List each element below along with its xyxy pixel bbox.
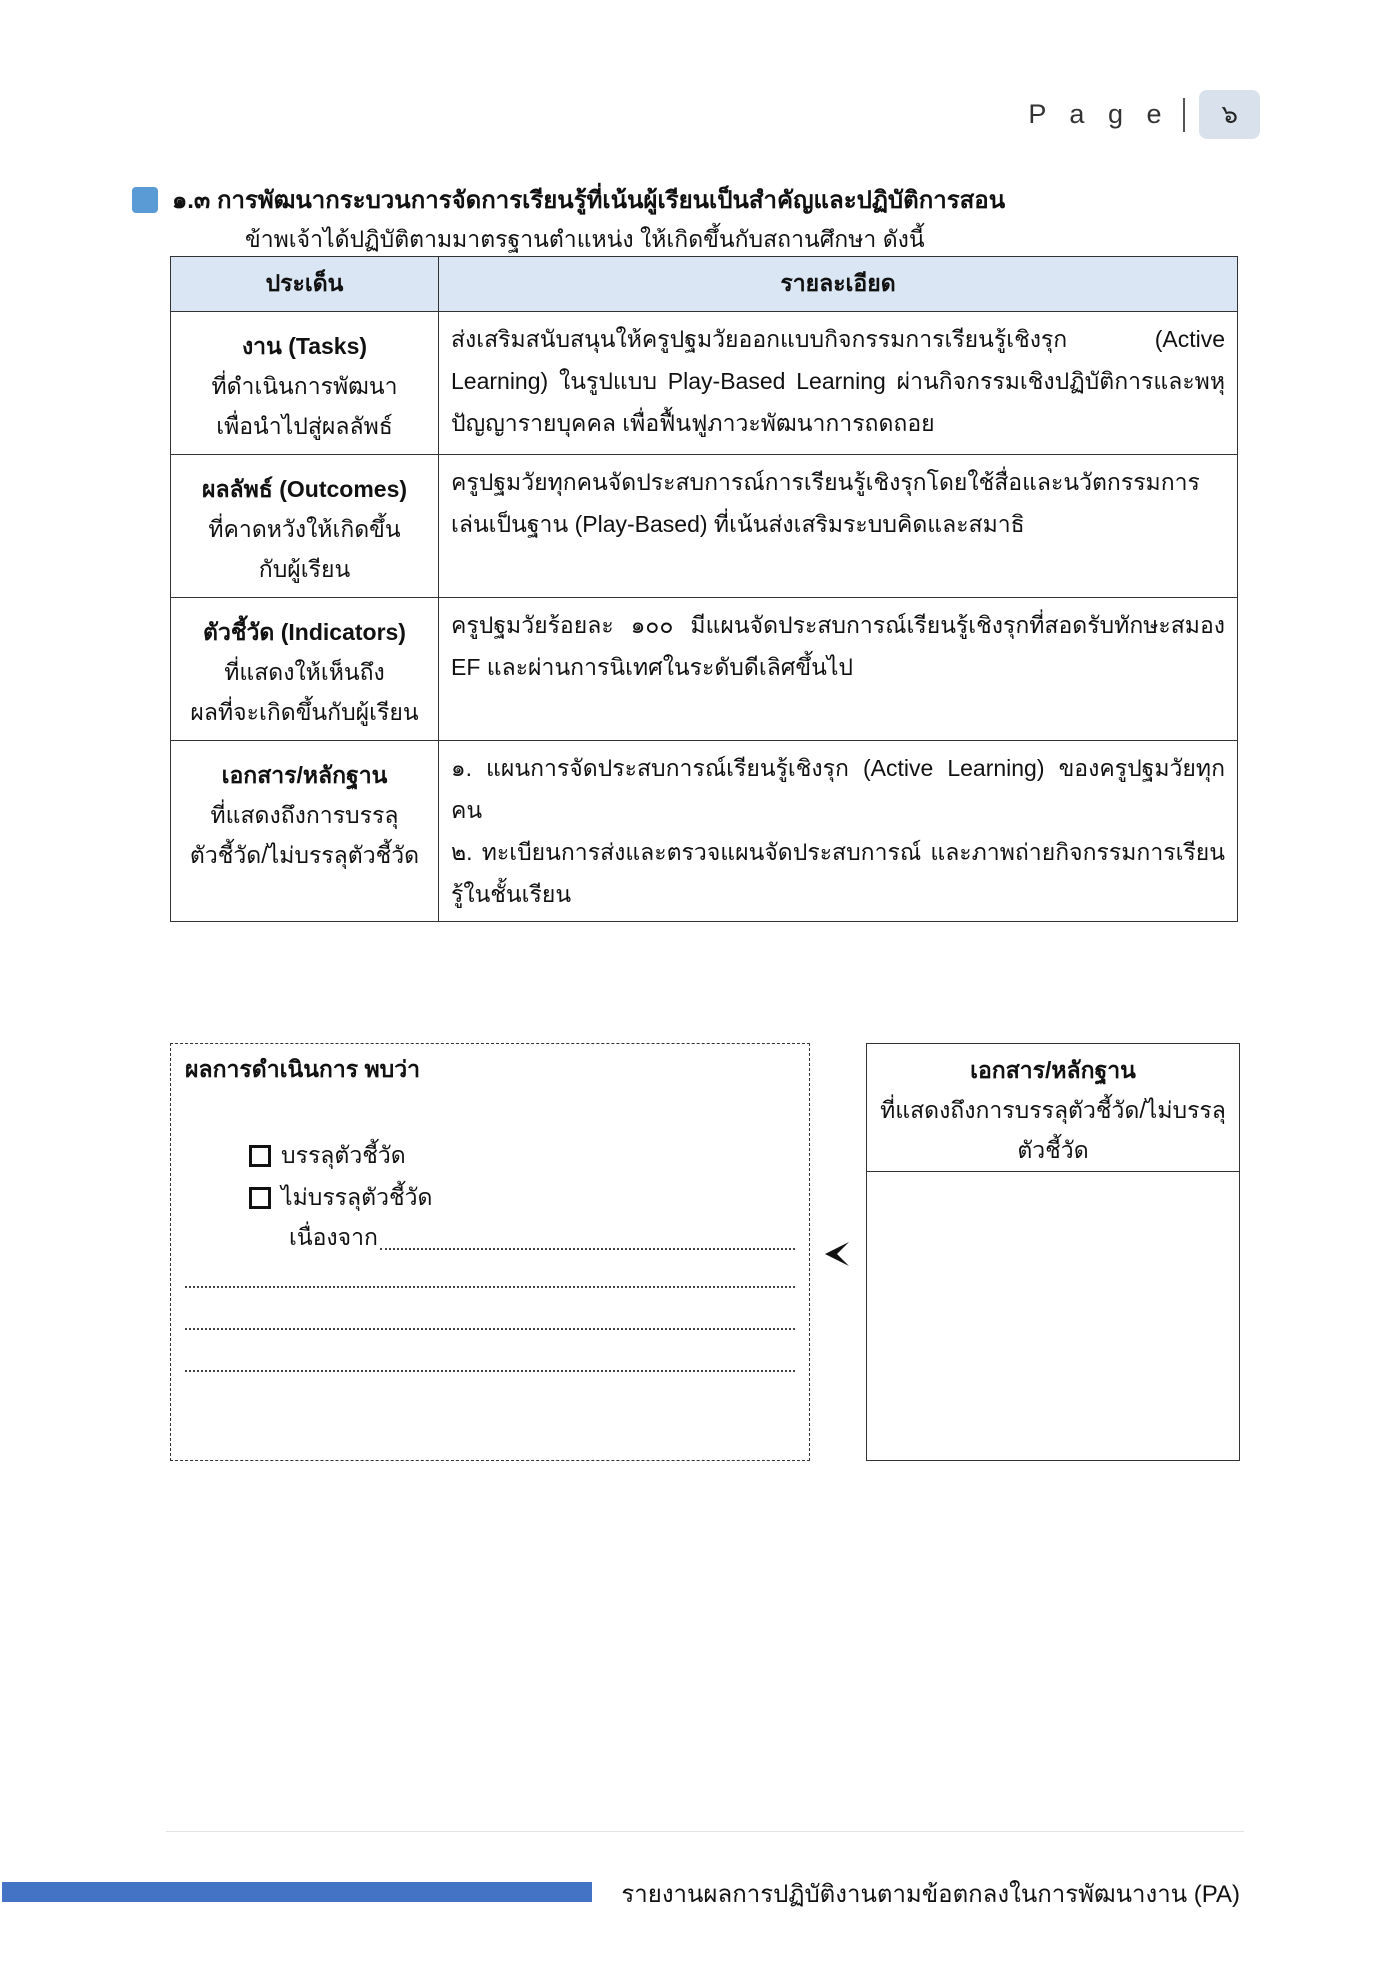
topic-title: ตัวชี้วัด (Indicators)	[203, 619, 406, 645]
topic-subtitle: เพื่อนำไปสู่ผลลัพธ์	[216, 413, 393, 439]
topic-cell	[171, 455, 439, 598]
pa-detail-table	[170, 256, 1238, 922]
option-achieved-label: บรรลุตัวชี้วัด	[281, 1142, 406, 1168]
topic-subtitle: ที่คาดหวังให้เกิดขึ้น	[208, 516, 401, 542]
option-achieved[interactable]	[249, 1138, 406, 1174]
detail-text: ๒. ทะเบียนการส่งและตรวจแผนจัดประสบการณ์ และภาพถ่ายกิจกรรมการเรียนรู้ในชั้นเรียน	[451, 839, 1225, 907]
footer-divider	[166, 1831, 1244, 1832]
table-header-row	[171, 257, 1238, 312]
column-header-detail: รายละเอียด	[439, 257, 1238, 312]
fill-line[interactable]	[185, 1328, 795, 1330]
page-label: P a g e	[1028, 99, 1170, 129]
option-not-achieved[interactable]	[249, 1180, 432, 1216]
topic-cell	[171, 741, 439, 922]
detail-text: ๑. แผนการจัดประสบการณ์เรียนรู้เชิงรุก (Active Learning) ของครูปฐมวัยทุกคน	[451, 755, 1225, 823]
page-separator	[1183, 98, 1185, 132]
table-row-indicators	[171, 598, 1238, 741]
section-title: ๑.๓ การพัฒนากระบวนการจัดการเรียนรู้ที่เน้นผู้เรียนเป็นสำคัญและปฏิบัติการสอน	[172, 187, 1006, 214]
topic-subtitle: ผลที่จะเกิดขึ้นกับผู้เรียน	[190, 699, 419, 725]
topic-subtitle: ที่แสดงให้เห็นถึง	[224, 659, 385, 685]
footer-text: รายงานผลการปฏิบัติงานตามข้อตกลงในการพัฒนางาน (PA)	[621, 1881, 1240, 1908]
topic-subtitle: กับผู้เรียน	[258, 556, 351, 582]
topic-cell	[171, 598, 439, 741]
section-intro: ข้าพเจ้าได้ปฏิบัติตามมาตรฐานตำแหน่ง ให้เกิดขึ้นกับสถานศึกษา ดังนี้	[245, 226, 925, 252]
page-header	[1028, 90, 1260, 139]
arrow-left-icon	[823, 1240, 851, 1268]
column-header-topic: ประเด็น	[171, 257, 439, 312]
detail-text: ส่งเสริมสนับสนุนให้ครูปฐมวัยออกแบบกิจกรรมการเรียนรู้เชิงรุก (Active Learning) ในรูปแบบ Play-Based Learning ผ่านกิจกรรมเชิงปฏิบัติการและพหุปัญญารายบุคคล เพื่อฟื้นฟูภาวะพัฒนาการถดถอย	[451, 326, 1225, 436]
detail-text: ครูปฐมวัยทุกคนจัดประสบการณ์การเรียนรู้เชิงรุกโดยใช้สื่อและนวัตกรรมการเล่นเป็นฐาน (Play-Based) ที่เน้นส่งเสริมระบบคิดและสมาธิ	[451, 469, 1200, 537]
detail-cell	[439, 312, 1238, 455]
option-not-achieved-label: ไม่บรรลุตัวชี้วัด	[281, 1184, 433, 1210]
table-row-tasks	[171, 312, 1238, 455]
detail-text: ครูปฐมวัยร้อยละ ๑๐๐ มีแผนจัดประสบการณ์เรียนรู้เชิงรุกที่สอดรับทักษะสมอง EF และผ่านการนิเทศในระดับดีเลิศขึ้นไป	[451, 612, 1225, 680]
evidence-subtitle: ที่แสดงถึงการบรรลุตัวชี้วัด/ไม่บรรลุตัวชี้วัด	[880, 1097, 1226, 1163]
blue-square-bullet-icon	[132, 187, 158, 213]
evidence-title: เอกสาร/หลักฐาน	[970, 1057, 1136, 1083]
reason-label: เนื่องจาก	[289, 1224, 378, 1250]
fill-line[interactable]	[185, 1370, 795, 1372]
topic-cell	[171, 312, 439, 455]
detail-cell	[439, 741, 1238, 922]
evidence-content-area[interactable]	[867, 1172, 1239, 1460]
topic-title: ผลลัพธ์ (Outcomes)	[201, 476, 408, 502]
detail-cell	[439, 455, 1238, 598]
page-number: ๖	[1199, 90, 1260, 139]
evidence-box	[866, 1043, 1240, 1461]
result-box	[170, 1043, 810, 1461]
table-row-outcomes	[171, 455, 1238, 598]
detail-cell	[439, 598, 1238, 741]
evidence-header	[867, 1044, 1239, 1172]
checkbox-icon[interactable]	[249, 1187, 271, 1209]
topic-subtitle: ที่แสดงถึงการบรรลุ	[210, 802, 399, 828]
topic-title: งาน (Tasks)	[241, 333, 368, 359]
topic-title: เอกสาร/หลักฐาน	[221, 762, 388, 788]
reason-fill-line[interactable]	[380, 1248, 795, 1250]
checkbox-icon[interactable]	[249, 1145, 271, 1167]
footer-accent-bar	[2, 1882, 592, 1902]
fill-line[interactable]	[185, 1286, 795, 1288]
result-title: ผลการดำเนินการ พบว่า	[185, 1056, 421, 1082]
topic-subtitle: ตัวชี้วัด/ไม่บรรลุตัวชี้วัด	[189, 842, 420, 868]
table-row-evidence	[171, 741, 1238, 922]
topic-subtitle: ที่ดำเนินการพัฒนา	[211, 373, 398, 399]
section-heading	[132, 180, 1005, 219]
reason-row	[289, 1220, 795, 1256]
